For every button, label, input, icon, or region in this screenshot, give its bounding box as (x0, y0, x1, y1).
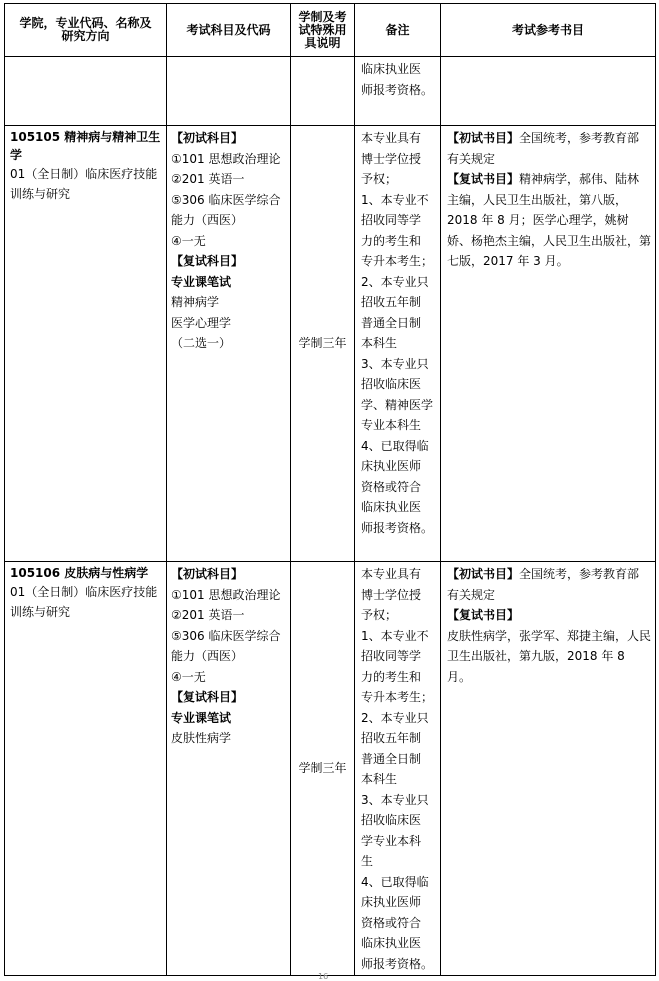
books-cell: 【初试书目】全国统考，参考教育部有关规定 【复试书目】精神病学，郝伟、陆林主编，人民卫生出版社，第八版，2018 年 8 月；医学心理学，姚树娇、杨艳杰主编，人民卫生出版社，第七版，2017 年 3 月。 (441, 126, 656, 562)
program-code-name: 105106 皮肤病与性病学 (10, 566, 149, 580)
subjects-cell: 【初试科目】 ①101 思想政治理论 ②201 英语一 ⑤306 临床医学综合能力（西医） ④一无 【复试科目】 专业课笔试 精神病学 医学心理学 （二选一） (167, 126, 291, 562)
header-college: 学院，专业代码、名称及研究方向 (5, 4, 167, 57)
program-cell (5, 562, 167, 976)
header-notes: 备注 (355, 4, 441, 57)
table-row (5, 562, 656, 976)
admissions-table (4, 3, 656, 976)
program-cell (5, 126, 167, 562)
header-books: 考试参考书目 (441, 4, 656, 57)
continuation-notes: 临床执业医 师报考资格。 (355, 57, 441, 126)
header-system: 学制及考试特殊用具说明 (291, 4, 355, 57)
subjects-cell: 【初试科目】 ①101 思想政治理论 ②201 英语一 ⑤306 临床医学综合能力（西医） ④一无 【复试科目】 专业课笔试 皮肤性病学 (167, 562, 291, 976)
header-row (5, 4, 656, 57)
page-number: 16 (318, 972, 329, 981)
header-subjects: 考试科目及代码 (167, 4, 291, 57)
table-row (5, 126, 656, 562)
system-cell: 学制三年 (291, 126, 355, 562)
program-direction: 01（全日制）临床医疗技能训练与研究 (10, 167, 158, 201)
notes-cell: 本专业具有 博士学位授 予权； 1、本专业不 招收同等学 力的考生和 专升本考生； 2、本专业只 招收五年制 普通全日制 本科生 3、本专业只 招收临床医 学专业本科 生 4、已取得临 床执业医师 资格或符合 临床执业医 师报考资格。 (355, 562, 441, 976)
program-direction: 01（全日制）临床医疗技能训练与研究 (10, 585, 158, 619)
continuation-row (5, 57, 656, 126)
program-code-name: 105105 精神病与精神卫生学 (10, 130, 161, 162)
system-cell: 学制三年 (291, 562, 355, 976)
books-cell: 【初试书目】全国统考，参考教育部有关规定 【复试书目】 皮肤性病学，张学军、郑捷主编，人民卫生出版社，第九版，2018 年 8 月。 (441, 562, 656, 976)
notes-cell: 本专业具有 博士学位授 予权； 1、本专业不 招收同等学 力的考生和 专升本考生； 2、本专业只 招收五年制 普通全日制 本科生 3、本专业只 招收临床医 学、精神医学 专业本科生 4、已取得临 床执业医师 资格或符合 临床执业医 师报考资格。 (355, 126, 441, 562)
